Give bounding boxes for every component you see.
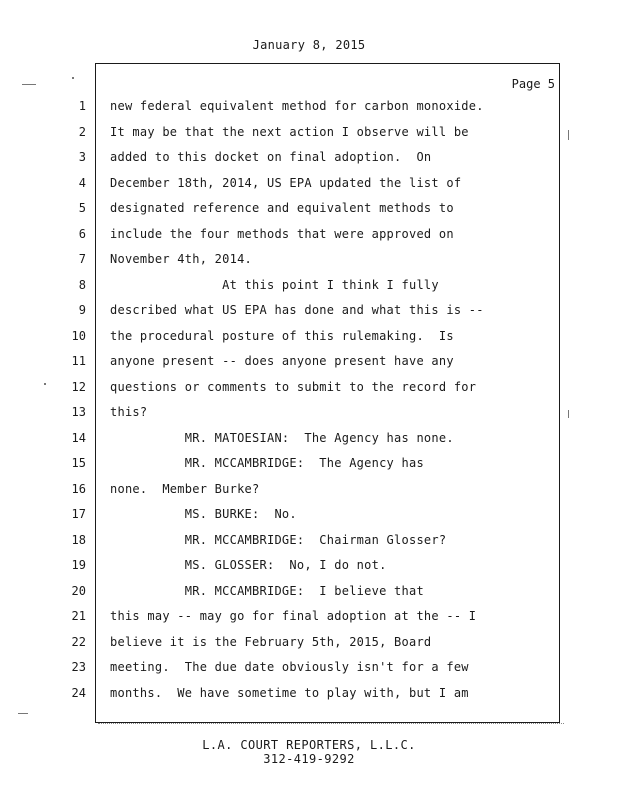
line-number: 15 — [71, 456, 86, 470]
transcript-line — [0, 660, 560, 680]
line-text: MR. MCCAMBRIDGE: I believe that — [110, 583, 424, 598]
line-number: 5 — [78, 201, 86, 215]
footer-phone: 312-419-9292 — [263, 752, 355, 766]
line-number: 18 — [71, 532, 86, 547]
line-number: 8 — [78, 277, 86, 292]
transcript-date: January 8, 2015 — [252, 38, 366, 52]
line-text: It may be that the next action I observe will be — [110, 124, 469, 139]
line-number: 20 — [71, 583, 86, 598]
scan-speck — [22, 84, 36, 85]
transcript-line — [0, 635, 560, 655]
transcript-line — [0, 252, 560, 272]
line-text: the procedural posture of this rulemaking. Is — [110, 328, 454, 343]
line-number: 2 — [78, 124, 86, 139]
line-number: 14 — [71, 430, 86, 445]
line-text: this? — [110, 405, 148, 419]
line-text: none. Member Burke? — [110, 481, 260, 496]
line-number: 23 — [71, 660, 86, 674]
scan-speck — [44, 383, 46, 385]
transcript-line — [0, 686, 560, 706]
transcript-line — [0, 125, 560, 145]
line-text: questions or comments to submit to the record for — [110, 379, 477, 394]
transcript-line — [0, 584, 560, 604]
line-text: December 18th, 2014, US EPA updated the list of — [110, 175, 462, 190]
transcript-line — [0, 558, 560, 578]
transcript-line — [0, 482, 560, 502]
line-number: 21 — [71, 609, 86, 623]
line-number: 9 — [78, 303, 86, 317]
frame-shadow-divider — [98, 723, 564, 727]
line-number: 13 — [71, 405, 86, 419]
line-text: added to this docket on final adoption. On — [110, 150, 432, 164]
line-number: 22 — [71, 634, 86, 649]
transcript-line — [0, 354, 560, 374]
line-text: MR. MCCAMBRIDGE: The Agency has — [110, 456, 424, 470]
page-number: Page 5 — [511, 77, 555, 91]
line-number: 19 — [71, 558, 86, 572]
line-number: 3 — [78, 150, 86, 164]
line-text: At this point I think I fully — [110, 277, 439, 292]
transcript-line — [0, 507, 560, 527]
transcript-line — [0, 431, 560, 451]
line-number: 12 — [71, 379, 86, 394]
line-text: MS. GLOSSER: No, I do not. — [110, 558, 387, 572]
transcript-line — [0, 176, 560, 196]
line-number: 4 — [78, 175, 86, 190]
scan-speck — [72, 77, 74, 79]
footer-company: L.A. COURT REPORTERS, L.L.C. — [202, 738, 416, 752]
transcript-line — [0, 380, 560, 400]
transcript-line — [0, 609, 560, 629]
transcript-line — [0, 201, 560, 221]
transcript-line — [0, 278, 560, 298]
line-text: MS. BURKE: No. — [110, 507, 297, 521]
transcript-line — [0, 227, 560, 247]
line-number: 7 — [78, 252, 86, 266]
scan-speck — [568, 410, 569, 418]
line-number: 10 — [71, 328, 86, 343]
line-text: months. We have sometime to play with, but I am — [110, 685, 469, 700]
scan-speck — [18, 713, 28, 714]
transcript-line — [0, 456, 560, 476]
line-text: include the four methods that were approved on — [110, 226, 454, 241]
line-text: MR. MATOESIAN: The Agency has none. — [110, 430, 454, 445]
line-number: 1 — [78, 99, 86, 113]
line-text: this may -- may go for final adoption at the -- I — [110, 609, 477, 623]
transcript-line — [0, 533, 560, 553]
line-text: new federal equivalent method for carbon monoxide. — [110, 99, 484, 113]
line-number: 17 — [71, 507, 86, 521]
line-text: meeting. The due date obviously isn't for a few — [110, 660, 469, 674]
line-text: anyone present -- does anyone present have any — [110, 354, 454, 368]
line-number: 6 — [78, 226, 86, 241]
transcript-line — [0, 405, 560, 425]
line-text: believe it is the February 5th, 2015, Board — [110, 634, 432, 649]
transcript-line — [0, 150, 560, 170]
transcript-line — [0, 329, 560, 349]
scan-speck — [568, 130, 569, 140]
line-text: described what US EPA has done and what this is -- — [110, 303, 484, 317]
transcript-line — [0, 99, 560, 119]
line-text: November 4th, 2014. — [110, 252, 253, 266]
transcript-line — [0, 303, 560, 323]
line-number: 16 — [71, 481, 86, 496]
line-number: 11 — [71, 354, 86, 368]
line-text: designated reference and equivalent methods to — [110, 201, 454, 215]
line-number: 24 — [71, 685, 86, 700]
line-text: MR. MCCAMBRIDGE: Chairman Glosser? — [110, 532, 447, 547]
